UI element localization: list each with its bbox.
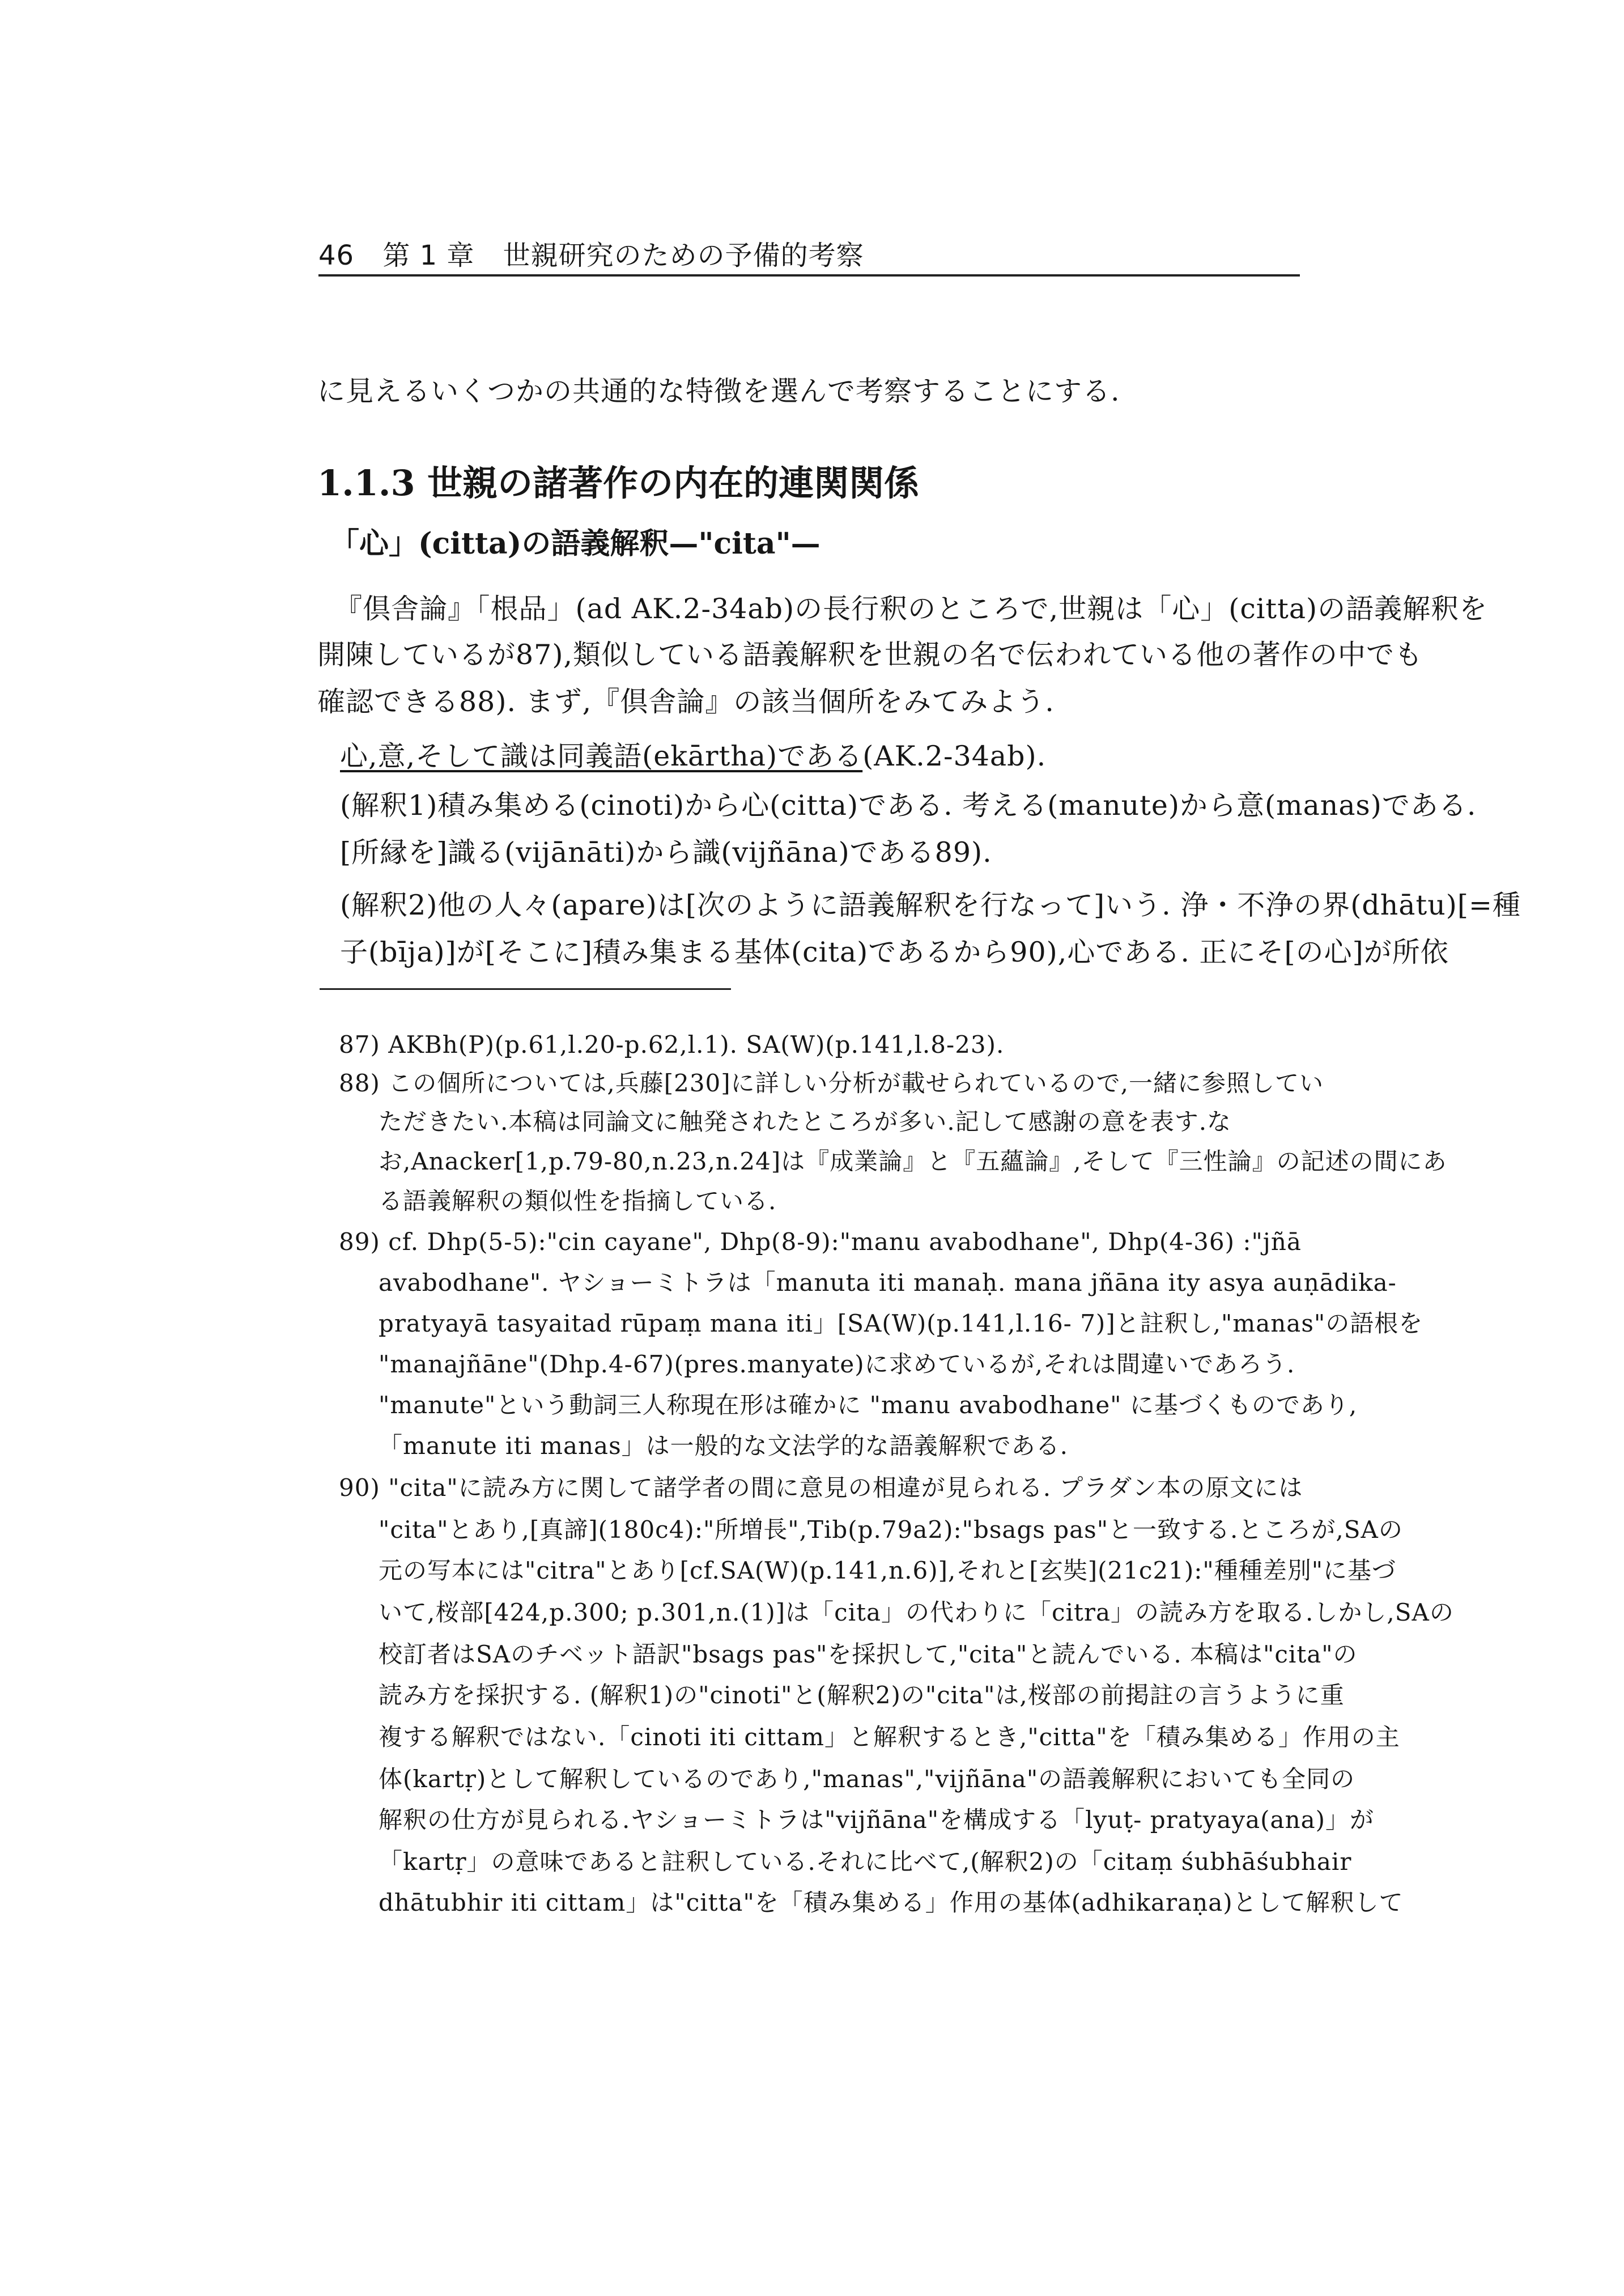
- footnote-line: 複する解釈ではない.「cinoti iti cittam」と解釈するとき,"citta"を「積み集める」作用の主: [379, 1723, 1400, 1751]
- quote-line: [340, 737, 1299, 776]
- interpretation-line: (解釈1)積み集める(cinoti)から心(citta)である. 考える(manute)から意(manas)である.: [340, 789, 1477, 822]
- interpretation-line: 子(bīja)]が[そこに]積み集まる基体(cita)であるから90),心である. 正にそ[の心]が所依: [340, 936, 1449, 968]
- footnote-line: "cita"とあり,[真諦](180c4):"所増長",Tib(p.79a2):"bsags pas"と一致する.ところが,SAの: [379, 1516, 1403, 1544]
- footnote-number: 87): [339, 1031, 380, 1058]
- footnote-87: [339, 1027, 1299, 1063]
- footnote-line: 元の写本には"citra"とあり[cf.SA(W)(p.141,n.6)],それと[玄奘](21c21):"種種差別"に基づ: [379, 1557, 1397, 1584]
- footnote-number: 88): [339, 1069, 380, 1097]
- footnote-text: AKBh(P)(p.61,l.20-p.62,l.1). SA(W)(p.141,l.8-23).: [388, 1031, 1005, 1058]
- footnote-line: 「kartṛ」の意味であると註釈している.それに比べて,(解釈2)の「citaṃ śubhāśubhair: [379, 1848, 1352, 1876]
- footnote-line: 「manute iti manas」は一般的な文法学的な語義解釈である.: [379, 1432, 1069, 1460]
- footnote-line: pratyayā tasyaitad rūpaṃ mana iti」[SA(W)(p.141,l.16- 7)]と註釈し,"manas"の語根を: [379, 1309, 1423, 1337]
- footnote-line: 読み方を採択する. (解釈1)の"cinoti"と(解釈2)の"cita"は,桜部の前掲註の言うように重: [379, 1681, 1345, 1709]
- footnote-number: 89): [339, 1228, 380, 1256]
- footnote-line: る語義解釈の類似性を指摘している.: [379, 1187, 777, 1215]
- quote-ref: (AK.2-34ab).: [862, 740, 1047, 772]
- footnote-line: 解釈の仕方が見られる.ヤショーミトラは"vijñāna"を構成する「lyuṭ- pratyaya(ana)」が: [379, 1806, 1375, 1834]
- chapter-title: 世親研究のための予備的考察: [503, 240, 864, 271]
- section-heading: 1.1.3 世親の諸著作の内在的連関関係: [317, 462, 920, 504]
- interpretation-line: (解釈2)他の人々(apare)は[次のように語義解釈を行なって]いう. 浄・不浄の界(dhātu)[=種: [340, 889, 1521, 921]
- footnote-line: "manute"という動詞三人称現在形は確かに "manu avabodhane" に基づくものであり,: [379, 1391, 1358, 1419]
- footnote-line: いて,桜部[424,p.300; p.301,n.(1)]は「cita」の代わりに「citra」の読み方を取る.しかし,SAの: [379, 1598, 1454, 1626]
- footnote-number: 90): [339, 1474, 380, 1502]
- footnote-line: 校訂者はSAのチベット語訳"bsags pas"を採択して,"cita"と読んでいる. 本稿は"cita"の: [379, 1640, 1358, 1668]
- footnote-line: お,Anacker[1,p.79-80,n.23,n.24]は『成業論』と『五蘊論』,そして『三性論』の記述の間にあ: [379, 1147, 1447, 1175]
- running-head: [318, 237, 1300, 277]
- interpretation-line: [所縁を]識る(vijānāti)から識(vijñāna)である89).: [340, 836, 992, 869]
- footnote-text: この個所については,兵藤[230]に詳しい分析が載せられているので,一緒に参照してい: [388, 1069, 1324, 1097]
- paragraph-line: 『倶舎論』「根品」(ad AK.2-34ab)の長行釈のところで,世親は「心」(citta)の語義解釈を: [334, 593, 1488, 625]
- footnote-89: [339, 1224, 1302, 1260]
- footnote-rule: [320, 988, 731, 990]
- quote-underlined: 心,意,そして識は同義語(ekārtha)である: [340, 740, 863, 772]
- footnote-line: avabodhane". ヤショーミトラは「manuta iti manaḥ. mana jñāna ity asya auṇādika-: [379, 1269, 1397, 1296]
- footnote-line: dhātubhir iti cittam」は"citta"を「積み集める」作用の基体(adhikaraṇa)として解釈して: [379, 1889, 1404, 1916]
- page-number: 46: [318, 240, 355, 271]
- paragraph-line: 開陳しているが87),類似している語義解釈を世親の名で伝われている他の著作の中でも: [317, 639, 1423, 671]
- paragraph-line: 確認できる88). まず,『倶舎論』の該当個所をみてみよう.: [317, 686, 1055, 718]
- footnote-line: 体(kartṛ)として解釈しているのであり,"manas","vijñāna"の語義解釈においても全同の: [379, 1765, 1355, 1793]
- intro-line: に見えるいくつかの共通的な特徴を選んで考察することにする.: [317, 375, 1120, 407]
- footnote-90: [339, 1470, 1303, 1506]
- chapter-label: 第 1 章: [382, 240, 475, 271]
- footnote-line: "manajñāne"(Dhp.4-67)(pres.manyate)に求めているが,それは間違いであろう.: [379, 1350, 1295, 1378]
- footnote-text: "cita"に読み方に関して諸学者の間に意見の相違が見られる. プラダン本の原文には: [388, 1474, 1303, 1502]
- footnote-text: cf. Dhp(5-5):"cin cayane", Dhp(8-9):"manu avabodhane", Dhp(4-36) :"jñā: [388, 1228, 1302, 1256]
- footnote-88: [339, 1065, 1324, 1102]
- footnote-line: ただきたい.本稿は同論文に触発されたところが多い.記して感謝の意を表す.な: [379, 1108, 1232, 1136]
- sub-heading: 「心」(citta)の語義解釈—"cita"—: [330, 526, 820, 561]
